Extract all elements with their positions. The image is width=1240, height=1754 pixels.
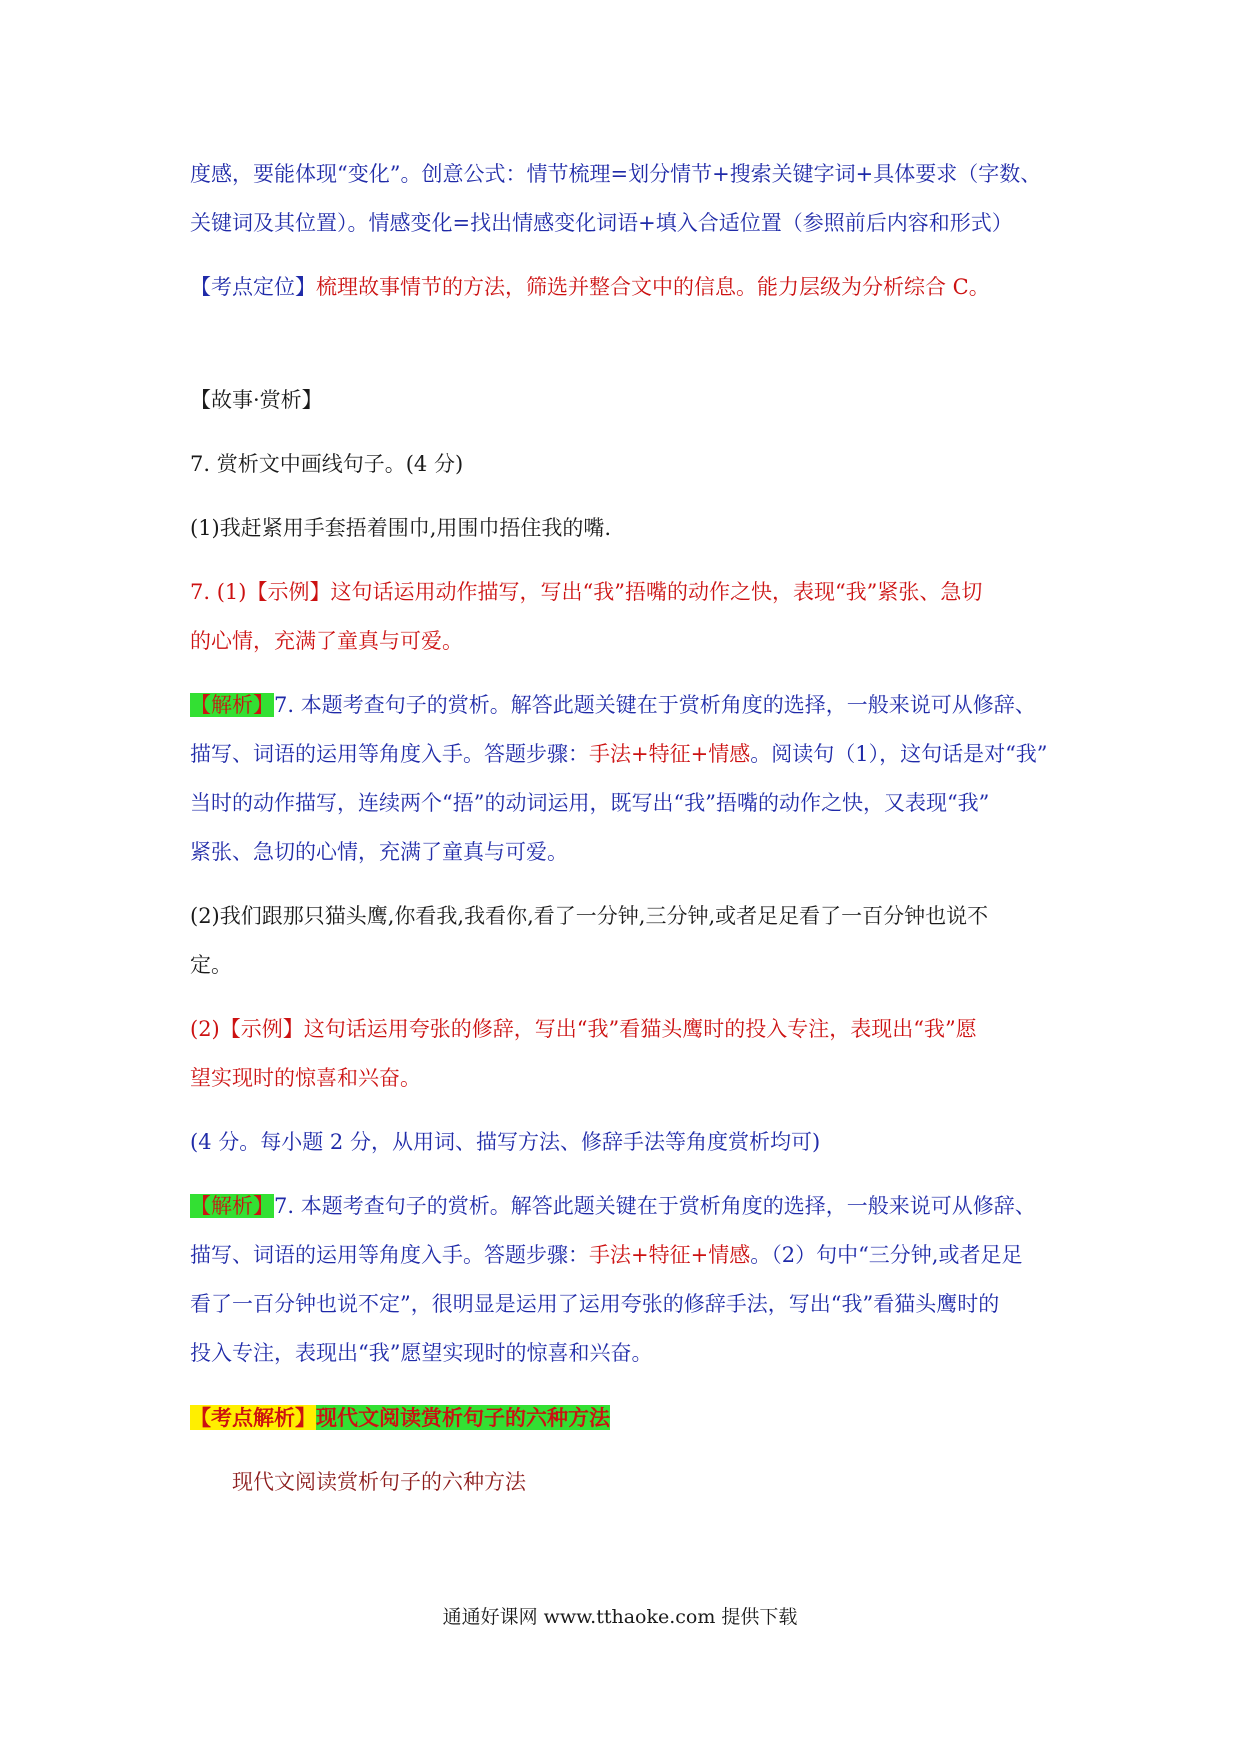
jiexi-2-line-2 (190, 1231, 1070, 1280)
answer-2-text: 这句话运用夸张的修辞，写出“我”看猫头鹰时的投入专注，表现出“我”愿 (303, 1017, 977, 1041)
jiexi-1-text-a: 描写、词语的运用等角度入手。答题步骤： (190, 742, 589, 766)
jiexi-2-steps: 手法+特征+情感 (589, 1243, 751, 1267)
question-7-2-line-2: 定。 (190, 953, 232, 977)
jiexi-1-tag: 【解析】 (190, 693, 274, 717)
section-title: 【故事·赏析】 (190, 388, 323, 412)
document-body (190, 150, 1070, 1507)
jiexi-2-text-c: 。（2）句中“三分钟,或者足足 (750, 1243, 1023, 1267)
jiexi-2-text: 7. 本题考查句子的赏析。解答此题关键在于赏析角度的选择，一般来说可从修辞、 (274, 1194, 1036, 1218)
answer-1-line-1 (190, 568, 1070, 617)
answer-1-text: 这句话运用动作描写，写出“我”捂嘴的动作之快，表现“我”紧张、急切 (330, 580, 983, 604)
question-7-1: (1)我赶紧用手套捂着围巾,用围巾捂住我的嘴. (190, 516, 612, 540)
page-footer: 通通好课网 www.tthaoke.com 提供下载 (442, 1606, 798, 1628)
answer-2-line-2: 望实现时的惊喜和兴奋。 (190, 1066, 421, 1090)
jiexi-2-line-1 (190, 1182, 1070, 1231)
jiexi-2-line-4: 投入专注，表现出“我”愿望实现时的惊喜和兴奋。 (190, 1341, 653, 1365)
method-heading: 现代文阅读赏析句子的六种方法 (232, 1470, 526, 1494)
kaodian-dingwei (190, 263, 1070, 312)
answer-1-line-2: 的心情，充满了童真与可爱。 (190, 629, 463, 653)
kaodian-jiexi-text: 现代文阅读赏析句子的六种方法 (316, 1405, 610, 1430)
intro-line-2: 关键词及其位置）。情感变化=找出情感变化词语+填入合适位置（参照前后内容和形式） (190, 211, 1013, 235)
kaodian-jiexi (190, 1393, 1070, 1443)
jiexi-1-steps: 手法+特征+情感 (589, 742, 751, 766)
jiexi-1-line-4: 紧张、急切的心情，充满了童真与可爱。 (190, 840, 568, 864)
kaodian-tag: 【考点定位】 (190, 275, 316, 299)
answer-2-tag: 【示例】 (219, 1017, 304, 1041)
jiexi-1-line-1 (190, 681, 1070, 730)
answer-1-tag: 【示例】 (246, 580, 331, 604)
jiexi-2-line-3: 看了一百分钟也说不定”，很明显是运用了运用夸张的修辞手法，写出“我”看猫头鹰时的 (190, 1292, 1000, 1316)
jiexi-1-text-c: 。阅读句（1），这句话是对“我” (750, 742, 1048, 766)
question-7-2-line-1: (2)我们跟那只猫头鹰,你看我,我看你,看了一分钟,三分钟,或者足足看了一百分钟也说不 (190, 904, 989, 928)
jiexi-1-text: 7. 本题考查句子的赏析。解答此题关键在于赏析角度的选择，一般来说可从修辞、 (274, 693, 1036, 717)
jiexi-2-tag: 【解析】 (190, 1194, 274, 1218)
intro-line-1: 度感，要能体现“变化”。创意公式：情节梳理=划分情节+搜索关键字词+具体要求（字数、 (190, 162, 1042, 186)
answer-2-line-1 (190, 1005, 1070, 1054)
jiexi-1-line-3: 当时的动作描写，连续两个“捂”的动词运用，既写出“我”捂嘴的动作之快，又表现“我” (190, 791, 990, 815)
kaodian-text: 梳理故事情节的方法，筛选并整合文中的信息。能力层级为分析综合 C。 (316, 275, 990, 299)
score-note: (4 分。每小题 2 分，从用词、描写方法、修辞手法等角度赏析均可) (190, 1130, 821, 1154)
answer-2-prefix: (2) (190, 1017, 220, 1041)
jiexi-2-text-a: 描写、词语的运用等角度入手。答题步骤： (190, 1243, 589, 1267)
kaodian-jiexi-tag: 【考点解析】 (190, 1405, 316, 1430)
jiexi-1-line-2 (190, 730, 1070, 779)
answer-1-prefix: 7. (1) (190, 580, 247, 604)
question-7: 7. 赏析文中画线句子。(4 分) (190, 452, 464, 476)
